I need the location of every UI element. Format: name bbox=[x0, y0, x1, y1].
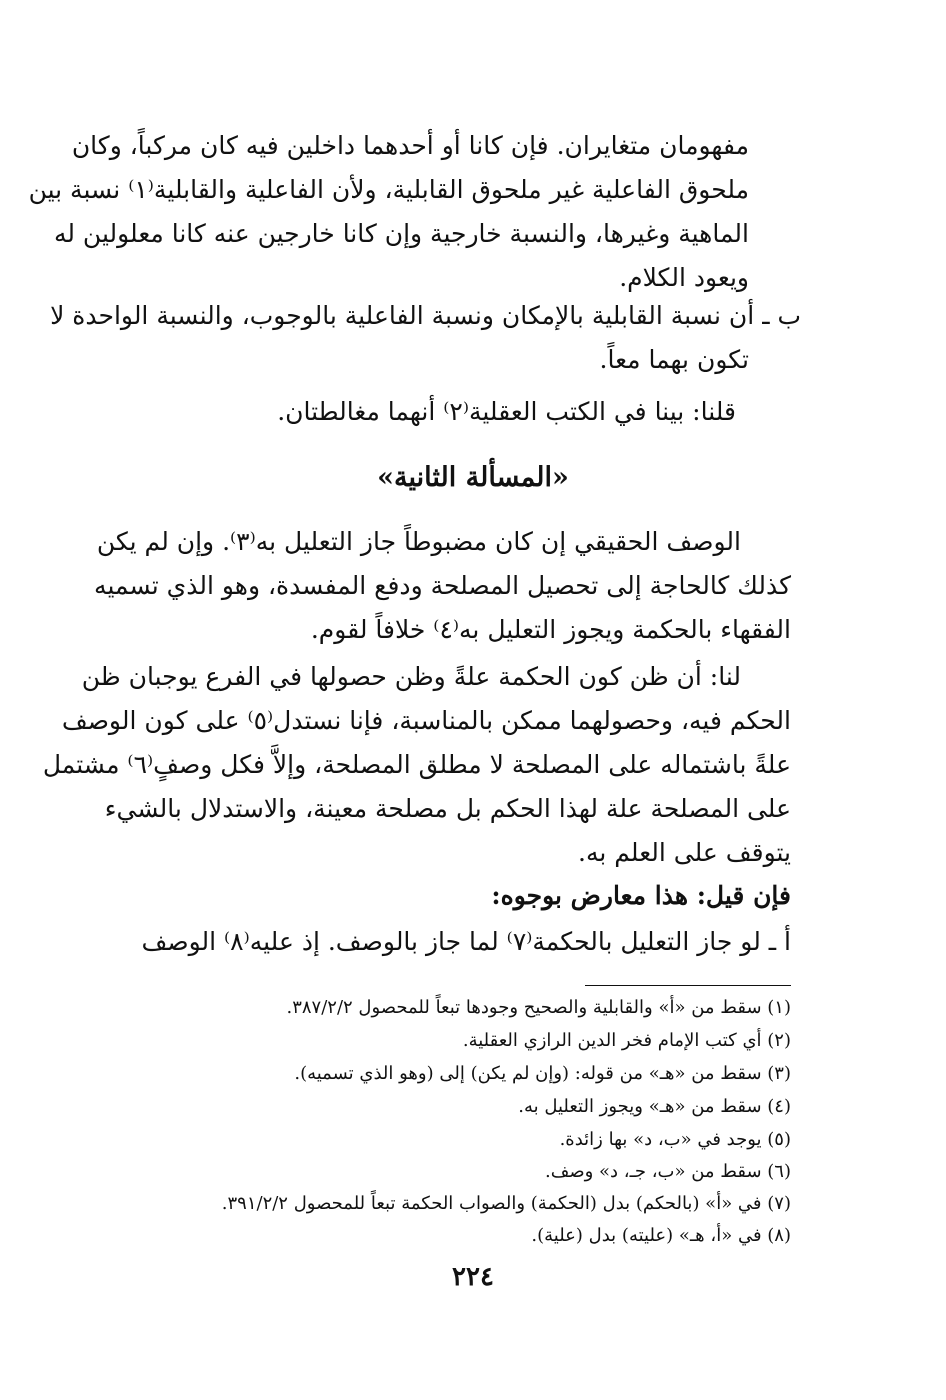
text-line: أ ـ لو جاز التعليل بالحكمة⁽٧⁾ لما جاز بالوصف. إذ عليه⁽٨⁾ الوصف bbox=[141, 927, 791, 956]
footnote: (٢) أي كتب الإمام فخر الدين الرازي العقلية. bbox=[462, 1030, 791, 1051]
section-heading: «المسألة الثانية» bbox=[377, 462, 569, 493]
point-a bbox=[101, 920, 791, 964]
text-line: يتوقف على العلم به. bbox=[578, 838, 791, 867]
point-b bbox=[50, 294, 801, 382]
text-line: الفقهاء بالحكمة ويجوز التعليل به⁽٤⁾ خلافاً لقوم. bbox=[310, 615, 791, 644]
paragraph-description bbox=[94, 520, 791, 652]
page-number: ٢٢٤ bbox=[452, 1262, 494, 1292]
text-line: فإن قيل: هذا معارض بوجوه: bbox=[491, 881, 791, 910]
footnote: (٦) سقط من «ب، جـ، د» وصف. bbox=[544, 1161, 791, 1182]
text-line: علةً باشتماله على المصلحة لا مطلق المصلحة، وإلاَّ فكل وصفٍ⁽٦⁾ مشتمل bbox=[42, 750, 791, 779]
footnote: (٨) في «أ، هـ» (عليته) بدل (علية). bbox=[531, 1225, 791, 1246]
footnote-divider bbox=[585, 985, 791, 986]
text-line: الوصف الحقيقي إن كان مضبوطاً جاز التعليل به⁽٣⁾. وإن لم يكن bbox=[96, 527, 741, 556]
footnote: (٣) سقط من «هـ» من قوله: (وإن لم يكن) إلى (وهو الذي تسميه). bbox=[294, 1063, 791, 1084]
text-line: قلنا: بينا في الكتب العقلية⁽٢⁾ أنهما مغالطتان. bbox=[277, 397, 736, 426]
footnote: (١) سقط من «أ» والقابلية والصحيح وجودها تبعاً للمحصول ٣٨٧/٢/٢. bbox=[286, 997, 791, 1018]
text-line: كذلك كالحاجة إلى تحصيل المصلحة ودفع المفسدة، وهو الذي تسميه bbox=[94, 571, 791, 600]
footnote: (٥) يوجد في «ب، د» بها زائدة. bbox=[559, 1129, 791, 1150]
text-line: ملحوق الفاعلية غير ملحوق القابلية، ولأن الفاعلية والقابلية⁽١⁾ نسبة بين bbox=[28, 175, 749, 204]
text-line: ويعود الكلام. bbox=[619, 263, 749, 292]
text-line: ب ـ أن نسبة القابلية بالإمكان ونسبة الفاعلية بالوجوب، والنسبة الواحدة لا bbox=[50, 301, 801, 330]
objection-intro bbox=[291, 874, 791, 918]
footnote: (٧) في «أ» (بالحكم) بدل (الحكمة) والصواب الحكمة تبعاً للمحصول ٣٩١/٢/٢. bbox=[221, 1193, 791, 1214]
paragraph-argument bbox=[42, 655, 791, 875]
text-line: الحكم فيه، وحصولهما ممكن بالمناسبة، فإنا نستدل⁽٥⁾ على كون الوصف bbox=[61, 706, 791, 735]
text-line: لنا: أن ظن كون الحكمة علةً وظن حصولها في الفرع يوجبان ظن bbox=[81, 662, 741, 691]
reply-paragraph bbox=[136, 390, 736, 434]
text-line: مفهومان متغايران. فإن كانا أو أحدهما داخلين فيه كان مركباً، وكان bbox=[71, 131, 749, 160]
text-line: تكون بهما معاً. bbox=[599, 345, 749, 374]
text-line: على المصلحة علة لهذا الحكم بل مصلحة معينة، والاستدلال بالشيء bbox=[104, 794, 791, 823]
paragraph-continuation bbox=[28, 124, 749, 300]
text-line: الماهية وغيرها، والنسبة خارجية وإن كانا خارجين عنه كانا معلولين له bbox=[53, 219, 749, 248]
footnote: (٤) سقط من «هـ» ويجوز التعليل به. bbox=[518, 1096, 791, 1117]
